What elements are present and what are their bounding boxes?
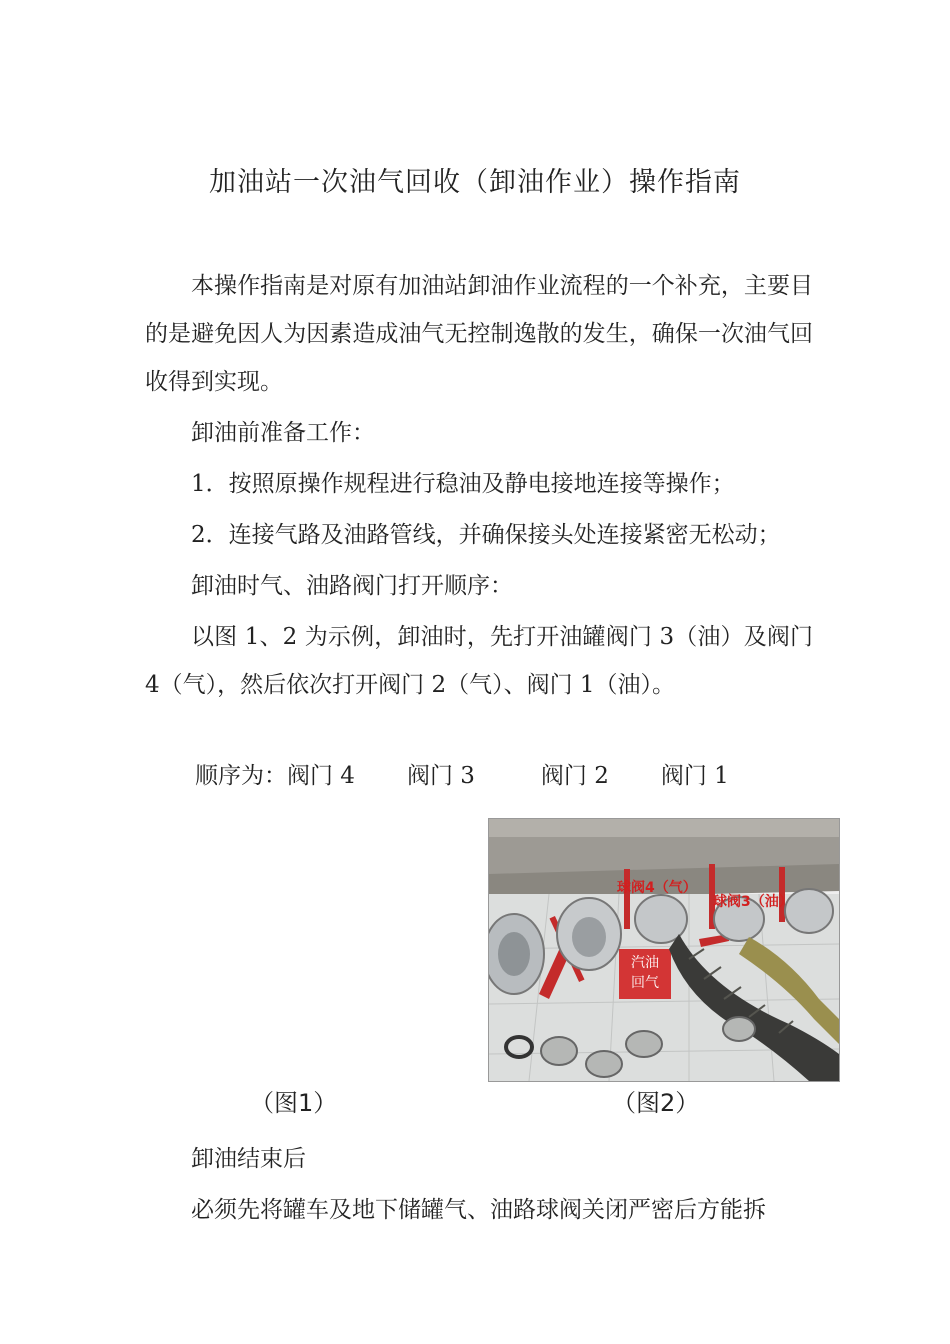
label-valve-3: 球阀3（油）	[713, 894, 793, 910]
sequence-step-3: 阀门 3	[406, 763, 475, 789]
after-unloading-paragraph: 必须先将罐车及地下储罐气、油路球阀关闭严密后方能拆	[191, 1197, 766, 1223]
figure-2-photo	[488, 818, 840, 1082]
valve-sequence	[195, 757, 729, 790]
sequence-label: 顺序为：	[195, 763, 287, 789]
sequence-step-1: 阀门 1	[660, 763, 729, 789]
label-valve-4: 球阀4（气）	[617, 880, 697, 896]
prep-step-1: 1．按照原操作规程进行稳油及静电接地连接等操作；	[191, 471, 735, 497]
valve-photo-illustration	[489, 819, 839, 1081]
after-unloading-heading: 卸油结束后	[191, 1146, 306, 1172]
prep-heading: 卸油前准备工作：	[191, 420, 375, 446]
valve-order-heading: 卸油时气、油路阀门打开顺序：	[191, 573, 513, 599]
figure-1-caption: （图1）	[250, 1089, 338, 1117]
intro-paragraph: 本操作指南是对原有加油站卸油作业流程的一个补充，主要目的是避免因人为因素造成油气无控制逸散的发生，确保一次油气回收得到实现。	[145, 273, 813, 395]
body-text	[145, 262, 813, 712]
document-title: 加油站一次油气回收（卸油作业）操作指南	[209, 167, 741, 198]
figure-2-caption: （图2）	[612, 1089, 700, 1117]
sign-line-2: 回气	[631, 975, 659, 991]
prep-step-2: 2．连接气路及油路管线，并确保接头处连接紧密无松动；	[191, 522, 781, 548]
sign-line-1: 汽油	[631, 955, 659, 971]
sequence-step-2: 阀门 2	[540, 763, 609, 789]
after-unloading-text	[145, 1135, 813, 1237]
gas-return-sign	[619, 953, 671, 993]
sequence-step-4: 阀门 4	[287, 763, 355, 789]
valve-order-paragraph: 以图 1、2 为示例，卸油时，先打开油罐阀门 3（油）及阀门 4（气），然后依次打开阀门 2（气）、阀门 1（油）。	[145, 624, 813, 698]
